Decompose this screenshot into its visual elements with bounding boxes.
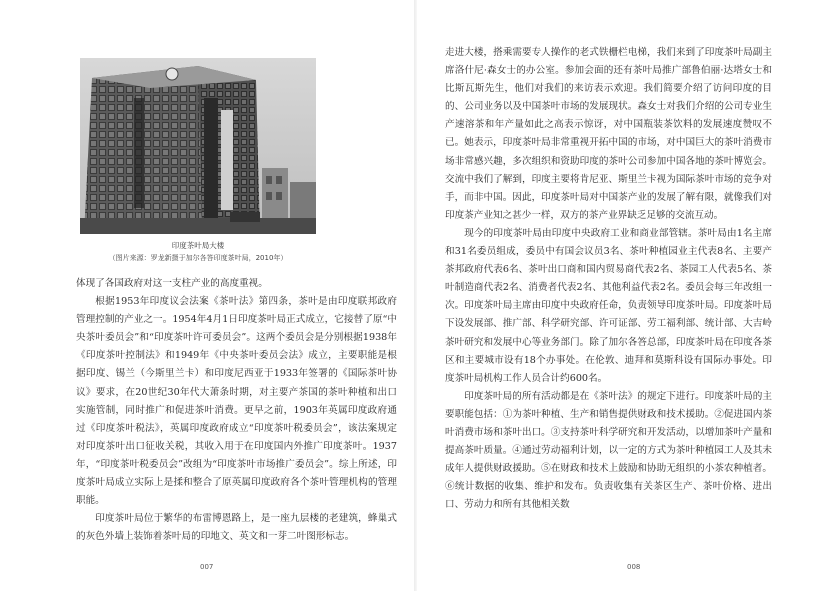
paragraph: 印度茶叶局的所有活动都是在《茶叶法》的规定下进行。印度茶叶局的主要职能包括：①为茶叶种植、生产和销售提供财政和技术援助。②促进国内茶叶消费市场和茶叶出口。③支持茶叶科学研究和开发活动，以增加茶叶产量和提高茶叶质量。④通过劳动福利计划，以一定的方式为茶叶种植园工人及其未成年人提供财政援助。⑤在财政和技术上鼓励和协助无组织的小茶农种植者。⑥统计数据的收集、维护和发布。负责收集有关茶区生产、茶叶价格、进出口、劳动力和所有其他相关数 xyxy=(445,390,772,511)
paragraph: 体现了各国政府对这一支柱产业的高度重视。 xyxy=(76,278,268,289)
paragraph: 根据1953年印度议会法案《茶叶法》第四条，茶叶是由印度联邦政府管理控制的产业之一。1954年4月1日印度茶叶局正式成立，它接替了原“中央茶叶委员会”和“印度茶叶许可委员会”。这两个委员会是分别根据1938年《印度茶叶控制法》和1949年《中央茶叶委员会法》成立，主要职能是根据印度、锡兰（今斯里兰卡）和印度尼西亚于1933年签署的《国际茶叶协议》要求，在20世纪30年代大萧条时期，对主要产茶国的茶叶种植和出口实施管制，同时推广和促进茶叶消费。更早之前，1903年英属印度政府通过《印度茶叶税法》，英属印度政府成立“印度茶叶税委员会”，该法案规定对印度茶叶出口征收关税，其收入用于在印度国内外推广印度茶叶。1937年，“印度茶叶税委员会”改组为“印度茶叶市场推广委员会”。综上所述，印度茶叶局成立实际上是揉和整合了原英属印度政府各个茶叶管理机构的管理职能。 xyxy=(76,296,397,507)
page-number: 008 xyxy=(627,563,641,571)
right-page xyxy=(417,0,834,591)
paragraph: 印度茶叶局位于繁华的布雷博恩路上，是一座九层楼的老建筑，蜂巢式的灰色外墙上装饰着茶叶局的印地文、英文和一芽二叶图形标志。 xyxy=(76,513,397,543)
paragraph: 现今的印度茶叶局由印度中央政府工业和商业部管辖。茶叶局由1名主席和31名委员组成，委员中有国会议员3名、茶叶种植园业主代表8名、主要产茶邦政府代表6名、茶叶出口商和国内贸易商代表2名、茶园工人代表5名、茶叶制造商代表2名、消费者代表2名、其他利益代表2名。委员会每三年改组一次。印度茶叶局主席由印度中央政府任命，负责领导印度茶叶局。印度茶叶局下设发展部、推广部、科学研究部、许可证部、劳工福利部、统计部、大吉岭茶叶研究和发展中心等业务部门。除了加尔各答总部，印度茶叶局在印度各茶区和主要城市设有18个办事处。在伦敦、迪拜和莫斯科设有国际办事处。印度茶叶局机构工作人员合计约600名。 xyxy=(445,227,772,384)
left-body-text xyxy=(76,275,397,546)
paragraph: 走进大楼，搭乘需要专人操作的老式铁栅栏电梯，我们来到了印度茶叶局副主席洛什尼·森女士的办公室。参加会面的还有茶叶局推广部鲁伯丽·达塔女士和比斯瓦斯先生，他们对我们的来访表示欢迎。我们简要介绍了访问印度的目的、公司业务以及中国茶叶市场的发展现状。森女士对我们介绍的公司专业生产速溶茶和年产量如此之高表示惊讶，对中国瓶装茶饮料的发展速度赞叹不已。她表示，印度茶叶局非常重视开拓中国的市场，对中国巨大的茶叶消费市场非常感兴趣，多次组织和资助印度的茶叶公司参加中国各地的茶叶博览会。交流中我们了解到，印度主要将肯尼亚、斯里兰卡视为国际茶叶市场的竞争对手，而非中国。因此，印度茶叶局对中国茶产业的发展了解有限，就像我们对印度茶产业知之甚少一样，双方的茶产业界缺乏足够的交流互动。 xyxy=(445,47,772,221)
page-number: 007 xyxy=(200,563,214,571)
right-body-text xyxy=(445,44,772,514)
figure-source: （图片来源：罗龙新摄于加尔各答印度茶叶局，2010年） xyxy=(108,254,288,262)
tea-board-building-photo xyxy=(80,58,316,234)
building-illustration xyxy=(80,58,316,234)
figure-caption: 印度茶叶局大楼 xyxy=(171,241,225,250)
